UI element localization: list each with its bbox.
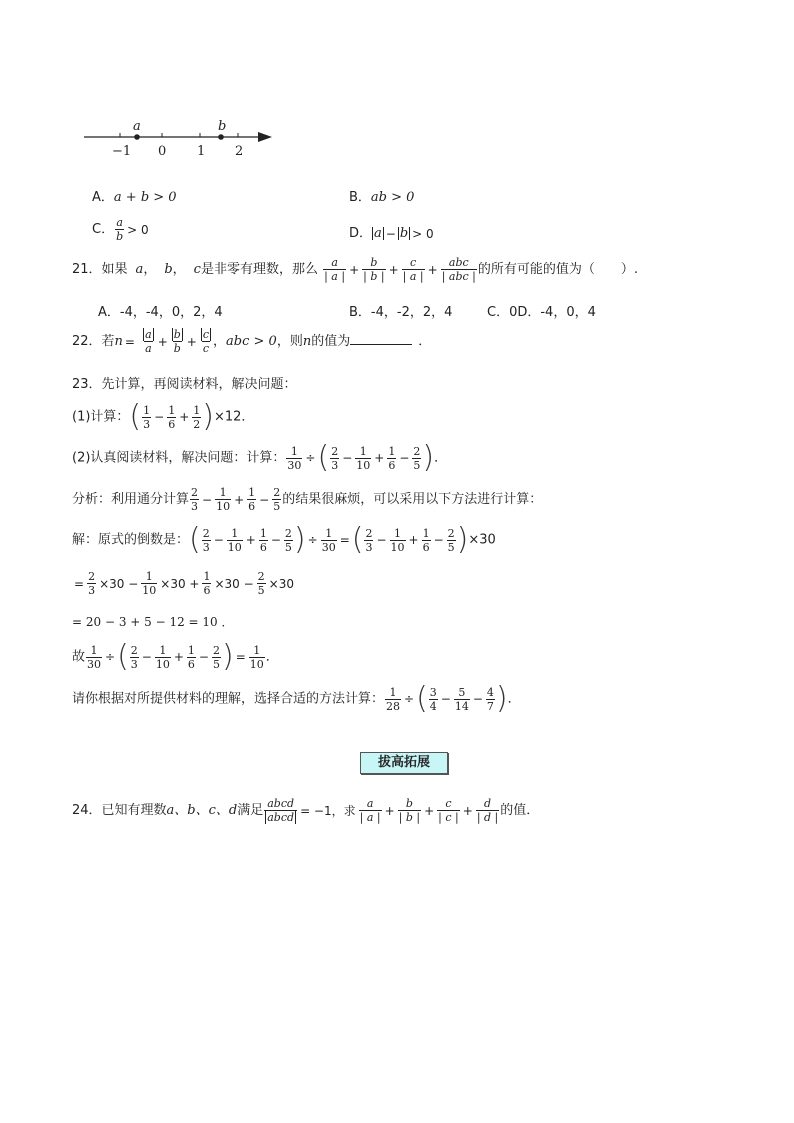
q20-option-a: A．a + b > 0 bbox=[92, 190, 177, 205]
q23-conclusion: 故 $\frac{1}{30}$ ÷( $\frac{2}{3}$ − $\frac{1}{10}$ + $\frac{1}{6}$ − $\frac{2}{5}$ ) = $\frac{1}{10}$ ． bbox=[72, 639, 279, 674]
tick-label: −1 bbox=[112, 144, 132, 159]
q20-option-c: C． $\frac{a}{b}$ > 0 bbox=[92, 216, 149, 243]
q23-solution-line-2: = $\frac{2}{3}$ ×30 − $\frac{1}{10}$ ×30 + $\frac{1}{6}$ ×30 − $\frac{2}{5}$ ×30 bbox=[74, 570, 294, 597]
number-line bbox=[78, 116, 278, 162]
fraction: $\frac{c}{| a |}$ bbox=[402, 256, 424, 283]
tick-label: 1 bbox=[197, 144, 206, 159]
q20-option-d: D． a − b > 0 bbox=[349, 226, 434, 241]
fraction: $\frac{b}{| b |}$ bbox=[398, 797, 421, 824]
q23-solution-line-1: 解：原式的倒数是：( $\frac{2}{3}$ − $\frac{1}{10}$ + $\frac{1}{6}$ − $\frac{2}{5}$ ) ÷ $\frac{1}{30}$ =( $\frac{2}{3}$ − $\frac{1}{10}$ + $\frac{1}{6}$ − $\frac{2}{5}$ )×30 bbox=[72, 522, 496, 557]
answer-blank bbox=[350, 332, 412, 345]
tick-label: 0 bbox=[158, 144, 167, 159]
q23-part-2: (2)认真阅读材料，解决问题：计算： $\frac{1}{30}$ ÷( $\frac{2}{3}$ − $\frac{1}{10}$ + $\frac{1}{6}$ − $\frac{2}{5}$ )． bbox=[72, 440, 448, 475]
fraction: $\frac{a}{a}$ bbox=[145, 328, 152, 355]
fraction: $\frac{\text{abcd}}{\text{abcd}}$ bbox=[264, 797, 297, 824]
arrow-icon bbox=[258, 132, 272, 142]
number-line-label-a: a bbox=[133, 119, 141, 134]
number-line-label-b: b bbox=[218, 119, 227, 134]
q21-option-cd: C．0D．-4，0，4 bbox=[487, 305, 596, 320]
fraction: $\frac{b}{b}$ bbox=[173, 328, 181, 355]
fraction: $\frac{c}{c}$ bbox=[202, 328, 210, 355]
question-21: 21．如果 a， b， c是非零有理数，那么 $\frac{a}{| a |}$ + $\frac{b}{| b |}$ + $\frac{c}{| a |}$ + $\frac{\text{abc}}{\text{| abc |}}$ 的所有可能的值为（ ）. bbox=[72, 256, 638, 283]
q23-final-task: 请你根据对所提供材料的理解，选择合适的方法计算： $\frac{1}{28}$ ÷( $\frac{3}{4}$ − $\frac{5}{14}$ − $\frac{4}{7}$ )． bbox=[72, 681, 521, 716]
fraction: $\frac{b}{| b |}$ bbox=[363, 256, 385, 283]
q20-option-b: B．ab > 0 bbox=[349, 190, 415, 205]
section-banner: 拔高拓展 bbox=[360, 752, 448, 774]
q21-option-b: B．-4，-2，2，4 bbox=[349, 305, 453, 320]
fraction: $\frac{d}{| d |}$ bbox=[476, 797, 499, 824]
point-b-dot bbox=[218, 134, 224, 140]
q23-analysis: 分析：利用通分计算 $\frac{2}{3}$ − $\frac{1}{10}$ + $\frac{1}{6}$ − $\frac{2}{5}$ 的结果很麻烦，可以采用以下方法进行计算： bbox=[72, 486, 543, 513]
question-22: 22．若n = $\frac{a}{a}$ + $\frac{b}{b}$ + $\frac{c}{c}$ ，abc > 0，则n的值为 ． bbox=[72, 328, 432, 355]
q21-option-a: A．-4，-4，0，2，4 bbox=[98, 305, 223, 320]
tick-label: 2 bbox=[235, 144, 244, 159]
question-24: 24．已知有理数a、b、c、d满足 $\frac{\text{abcd}}{\text{abcd}}$ = −1，求 $\frac{a}{| a |}$ + $\frac{b}{| b |}$ + $\frac{c}{| c |}$ + $\frac{d}{| d |}$ 的值． bbox=[72, 797, 540, 824]
fraction: $\frac{c}{| c |}$ bbox=[438, 797, 459, 824]
fraction: $\frac{a}{b}$ bbox=[116, 216, 124, 243]
question-23-title: 23．先计算，再阅读材料，解决问题： bbox=[72, 377, 297, 392]
fraction: $\frac{\text{abc}}{\text{| abc |}}$ bbox=[441, 256, 476, 283]
fraction: $\frac{a}{| a |}$ bbox=[324, 256, 346, 283]
q23-solution-line-3: = 20 − 3 + 5 − 12 = 10 ． bbox=[72, 615, 234, 629]
point-a-dot bbox=[134, 134, 140, 140]
fraction: $\frac{a}{| a |}$ bbox=[359, 797, 381, 824]
q23-part-1: (1)计算：( $\frac{1}{3}$ − $\frac{1}{6}$ + $\frac{1}{2}$ )×12． bbox=[72, 399, 255, 434]
